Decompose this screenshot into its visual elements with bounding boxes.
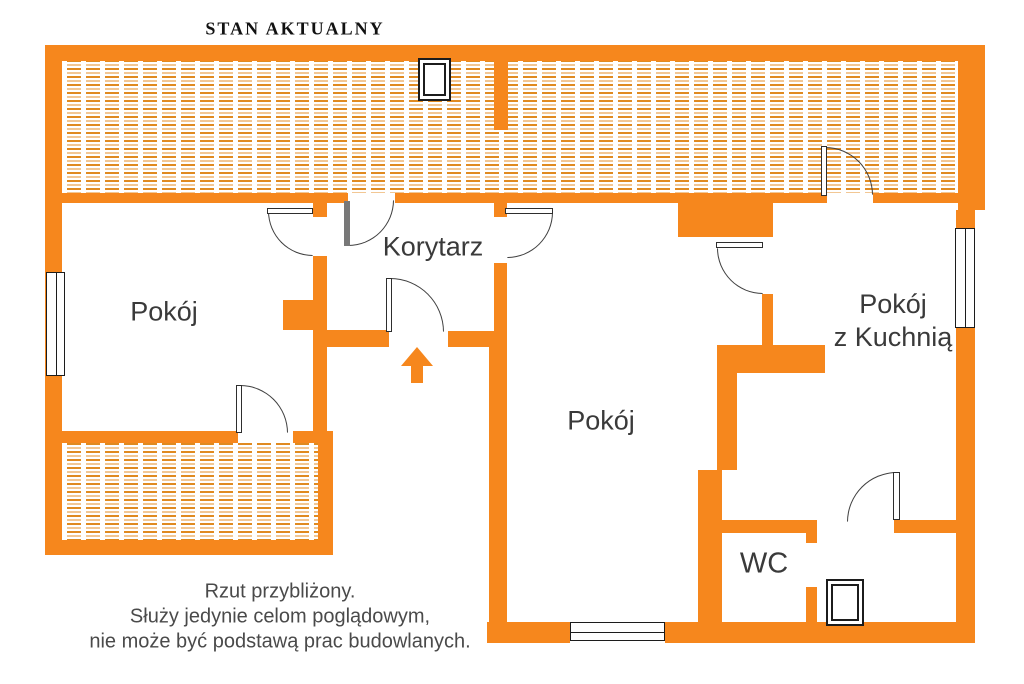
room-label-pokoj-z-kuchnia-line1: Pokój [859, 289, 927, 319]
room-label-korytarz: Korytarz [382, 231, 484, 262]
wall-loggia2-top-west [62, 431, 238, 443]
door-arc-korytarz-center [507, 212, 553, 258]
ventilation-shaft-top-symbol [418, 58, 451, 101]
wall-wc-top-east [894, 520, 958, 533]
wall-korytarz-bottom-west [327, 330, 389, 347]
plan-title: STAN AKTUALNY [205, 18, 385, 39]
wall-center-room-west [489, 347, 507, 643]
wall-bottom-right-segment [665, 622, 975, 643]
wall-loggia-divider-stub [494, 60, 508, 130]
wall-top [45, 45, 985, 61]
wall-door-stub-mid [762, 294, 773, 345]
door-leaf-korytarz-loggia [344, 201, 350, 246]
room-label-wc: WC [739, 547, 789, 580]
wall-pokoj-korytarz-main [313, 256, 327, 435]
door-arc-pokoj-left [268, 211, 313, 256]
window-right [955, 228, 975, 328]
wall-right-upper [956, 210, 975, 228]
entrance-arrow-icon [401, 347, 433, 383]
door-leaf-entry [386, 278, 392, 332]
wall-wc-west-lower [698, 470, 722, 622]
disclaimer-line-1: Rzut przybliżony. [204, 580, 356, 603]
disclaimer-text [89, 580, 470, 655]
room-label-pokoj-center: Pokój [567, 405, 635, 436]
wall-right-top [958, 45, 985, 210]
wall-thick-chunk [678, 200, 773, 237]
wall-loggia2-bottom [45, 540, 333, 555]
wall-pillar-chimney [283, 300, 313, 330]
room-label-pokoj-left: Pokój [130, 296, 198, 327]
door-arc-wc [847, 472, 897, 522]
disclaimer-line-3: nie może być podstawą prac budowlanych. [89, 630, 471, 653]
wall-wc-stub-bottom [806, 587, 817, 622]
hatched-loggia-bottom-left [62, 443, 318, 540]
door-arc-pokoj-loggia2 [240, 385, 288, 433]
wall-korytarz-bottom-east [448, 331, 495, 347]
disclaimer-line-2: Służy jedynie celom poglądowym, [129, 605, 431, 628]
door-leaf-pokoj-loggia2 [236, 385, 242, 433]
wall-loggia-inner-west [62, 193, 348, 203]
window-left [46, 272, 65, 376]
door-arc-center-kuchnia [717, 248, 763, 294]
door-leaf-kuchnia-loggia [821, 146, 827, 196]
wall-wc-west-upper [717, 373, 737, 470]
door-leaf-pokoj-left [267, 208, 313, 214]
wall-right-lower [956, 328, 975, 643]
wall-loggia-inner-east [873, 193, 958, 203]
door-leaf-korytarz-center [505, 208, 553, 214]
wall-wc-top-west [722, 520, 813, 533]
door-leaf-wc [893, 472, 900, 520]
wall-pokoj-korytarz-stub-top [313, 193, 327, 217]
wall-wc-jamb [806, 520, 817, 543]
window-bottom [570, 622, 665, 641]
wall-loggia2-east [318, 431, 333, 555]
wall-korytarz-right-lower [494, 263, 507, 347]
wall-horizontal-mid [717, 345, 825, 373]
door-leaf-center-kuchnia [716, 242, 763, 248]
room-label-pokoj-z-kuchnia [834, 288, 953, 354]
room-label-pokoj-z-kuchnia-line2: z Kuchnią [833, 322, 953, 352]
door-arc-entry [390, 278, 444, 332]
ventilation-shaft-wc-symbol [826, 579, 864, 626]
